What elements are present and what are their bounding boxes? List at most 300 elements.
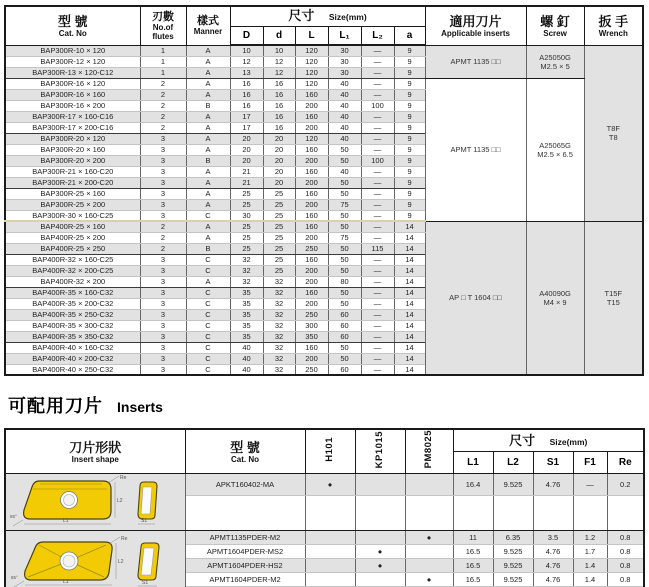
screw-spec: A25065G M2.5 × 6.5 (526, 78, 584, 221)
cell-dim-L1: 50 (328, 188, 361, 199)
cell-dim-L1: 80 (328, 276, 361, 287)
col-header-manner (186, 6, 230, 45)
insert-f1: 1.2 (573, 531, 607, 545)
cell-flutes: 3 (140, 133, 186, 144)
cell-manner: A (186, 276, 230, 287)
cell-dim-L1: 50 (328, 254, 361, 265)
cell-flutes: 3 (140, 188, 186, 199)
cell-dim-D: 40 (230, 364, 263, 375)
cell-dim-L: 200 (295, 265, 328, 276)
cell-flutes: 3 (140, 276, 186, 287)
cell-dim-D: 10 (230, 45, 263, 56)
cell-dim-L1: 40 (328, 100, 361, 111)
col-header-L2: L₂ (361, 26, 394, 45)
cat-no-label-zh: 型 號 (57, 13, 88, 29)
cell-dim-d: 20 (263, 155, 295, 166)
grade-dot-h101 (305, 531, 355, 545)
grade-h101-label: H101 (324, 436, 335, 462)
grade-dot-kp1015: ● (355, 545, 405, 559)
cell-dim-L: 160 (295, 166, 328, 177)
cat-no-label-en: Cat. No (58, 28, 87, 38)
cell-dim-d: 25 (263, 265, 295, 276)
cell-dim-a: 9 (394, 188, 425, 199)
cell-dim-L: 120 (295, 133, 328, 144)
cell-cat-no: BAP300R-12 × 120 (5, 56, 140, 67)
cell-manner: A (186, 133, 230, 144)
cell-dim-L1: 40 (328, 89, 361, 100)
cell-dim-L2: — (361, 133, 394, 144)
cell-dim-d: 25 (263, 232, 295, 243)
insert-drawing-apmt (5, 531, 185, 587)
cell-dim-a: 9 (394, 89, 425, 100)
cell-dim-D: 35 (230, 309, 263, 320)
cell-dim-L1: 60 (328, 309, 361, 320)
cell-dim-D: 32 (230, 265, 263, 276)
cell-dim-L: 120 (295, 45, 328, 56)
grade-dot-h101 (305, 573, 355, 587)
flutes-label-zh: 刃數 (152, 10, 174, 23)
cell-dim-L: 160 (295, 342, 328, 353)
cell-cat-no: BAP400R-35 × 200-C32 (5, 298, 140, 309)
cell-flutes: 3 (140, 177, 186, 188)
cell-dim-L1: 30 (328, 67, 361, 78)
insert-size-label-zh: 尺寸 (509, 432, 536, 448)
empty-cell (573, 495, 607, 530)
cell-dim-a: 14 (394, 221, 425, 232)
insert-re: 0.8 (607, 573, 644, 587)
cell-dim-L2: — (361, 122, 394, 133)
cell-dim-a: 9 (394, 100, 425, 111)
cell-dim-D: 25 (230, 232, 263, 243)
cell-dim-d: 32 (263, 342, 295, 353)
cell-flutes: 3 (140, 199, 186, 210)
col-header-re: Re (607, 452, 644, 474)
cell-dim-L1: 50 (328, 287, 361, 298)
insert-s1: 4.76 (533, 559, 573, 573)
cell-dim-L2: 100 (361, 155, 394, 166)
cell-cat-no: BAP300R-20 × 120 (5, 133, 140, 144)
cell-dim-D: 35 (230, 298, 263, 309)
cell-dim-L: 200 (295, 199, 328, 210)
cell-manner: C (186, 353, 230, 364)
cell-dim-L2: — (361, 111, 394, 122)
cell-dim-L2: — (361, 67, 394, 78)
cell-dim-L1: 50 (328, 210, 361, 221)
cell-dim-a: 9 (394, 166, 425, 177)
insert-cat-label-en: Cat. No (231, 454, 259, 464)
cell-dim-L1: 50 (328, 243, 361, 254)
col-header-L: L (295, 26, 328, 45)
cell-manner: C (186, 265, 230, 276)
empty-cell (493, 495, 533, 530)
cell-flutes: 3 (140, 287, 186, 298)
insert-l1: 16.4 (453, 474, 493, 496)
cell-dim-D: 25 (230, 243, 263, 254)
col-header-f1: F1 (573, 452, 607, 474)
cell-dim-a: 14 (394, 243, 425, 254)
cell-dim-D: 30 (230, 210, 263, 221)
inserts-section-title (8, 392, 163, 418)
grade-dot-h101: ● (305, 474, 355, 496)
col-header-L1: L₁ (328, 26, 361, 45)
section-title-zh: 可配用刀片 (8, 396, 103, 416)
insert-l2: 9.525 (493, 545, 533, 559)
cell-dim-D: 21 (230, 166, 263, 177)
cell-manner: A (186, 45, 230, 56)
insert-l2: 9.525 (493, 573, 533, 587)
cell-manner: A (186, 56, 230, 67)
wrench-label-en: Wrench (598, 28, 628, 38)
inserts-label-en: Applicable inserts (441, 28, 510, 38)
section-title-en: Inserts (117, 399, 163, 415)
col-header-a: a (394, 26, 425, 45)
cell-dim-L1: 40 (328, 133, 361, 144)
cell-flutes: 2 (140, 89, 186, 100)
cell-dim-L1: 50 (328, 177, 361, 188)
cell-dim-L: 350 (295, 331, 328, 342)
insert-cat-no: APMT1604PDER-HS2 (185, 559, 305, 573)
insert-cat-no: APMT1604PDER-MS2 (185, 545, 305, 559)
inserts-label-zh: 適用刀片 (449, 13, 502, 29)
col-header-d: d (263, 26, 295, 45)
cell-manner: C (186, 342, 230, 353)
cell-dim-a: 9 (394, 155, 425, 166)
cell-dim-L2: — (361, 320, 394, 331)
grade-pm8025-label: PM8025 (423, 430, 434, 469)
cell-cat-no: BAP400R-32 × 160-C25 (5, 254, 140, 265)
col-header-insert-size (453, 429, 644, 452)
col-header-size (230, 6, 425, 26)
insert-s1: 4.76 (533, 573, 573, 587)
cell-dim-a: 14 (394, 364, 425, 375)
col-header-grade-pm8025 (405, 429, 453, 474)
cell-cat-no: BAP400R-35 × 160-C32 (5, 287, 140, 298)
dim-label-re: Re (120, 475, 127, 482)
cell-dim-D: 35 (230, 320, 263, 331)
flutes-label-en2: flutes (152, 31, 174, 41)
cell-dim-L: 250 (295, 243, 328, 254)
dim-label-l1: L1 (63, 518, 69, 525)
cell-cat-no: BAP400R-25 × 250 (5, 243, 140, 254)
cell-dim-L1: 75 (328, 199, 361, 210)
cell-flutes: 2 (140, 243, 186, 254)
cell-manner: A (186, 221, 230, 232)
applicable-insert: AP □ T 1604 □□ (425, 221, 526, 375)
insert-l1: 16.5 (453, 573, 493, 587)
cell-manner: A (186, 67, 230, 78)
cell-dim-d: 20 (263, 133, 295, 144)
empty-cell (355, 495, 405, 530)
insert-l1: 16.5 (453, 545, 493, 559)
cell-dim-L2: 100 (361, 100, 394, 111)
cell-flutes: 3 (140, 166, 186, 177)
cell-flutes: 3 (140, 254, 186, 265)
cell-dim-L2: — (361, 276, 394, 287)
cell-dim-L2: — (361, 364, 394, 375)
screw-label-zh: 螺 釘 (540, 13, 570, 29)
cell-dim-L1: 50 (328, 155, 361, 166)
cell-manner: C (186, 364, 230, 375)
cell-flutes: 3 (140, 298, 186, 309)
cell-dim-L2: — (361, 232, 394, 243)
cell-dim-a: 14 (394, 320, 425, 331)
grade-dot-kp1015 (355, 573, 405, 587)
grade-dot-pm8025 (405, 474, 453, 496)
insert-re: 0.2 (607, 474, 644, 496)
cell-dim-d: 32 (263, 298, 295, 309)
col-header-cat-no (5, 6, 140, 45)
grade-dot-pm8025 (405, 545, 453, 559)
cell-dim-d: 32 (263, 320, 295, 331)
insert-re: 0.8 (607, 531, 644, 545)
cell-dim-D: 25 (230, 221, 263, 232)
insert-s1: 4.76 (533, 545, 573, 559)
holders-table (4, 5, 644, 376)
cell-dim-D: 20 (230, 155, 263, 166)
cell-manner: A (186, 177, 230, 188)
cell-dim-L1: 75 (328, 232, 361, 243)
col-header-wrench (584, 6, 643, 45)
col-header-grade-kp1015 (355, 429, 405, 474)
insert-cat-no: APMT1135PDER-M2 (185, 531, 305, 545)
insert-cat-no: APMT1604PDER-M2 (185, 573, 305, 587)
cell-cat-no: BAP300R-20 × 200 (5, 155, 140, 166)
cell-dim-L: 160 (295, 89, 328, 100)
grade-kp1015-label: KP1015 (374, 430, 385, 468)
cell-dim-a: 9 (394, 111, 425, 122)
empty-cell (185, 495, 305, 530)
cell-dim-L1: 50 (328, 144, 361, 155)
cell-dim-L: 160 (295, 287, 328, 298)
cell-dim-d: 12 (263, 67, 295, 78)
insert-l1: 11 (453, 531, 493, 545)
cell-dim-a: 14 (394, 232, 425, 243)
dim-label-l1: L1 (63, 579, 69, 586)
cell-dim-a: 9 (394, 177, 425, 188)
cell-dim-L2: — (361, 45, 394, 56)
cell-dim-a: 14 (394, 254, 425, 265)
cell-dim-L: 250 (295, 364, 328, 375)
cell-dim-D: 40 (230, 353, 263, 364)
cell-flutes: 2 (140, 221, 186, 232)
cell-dim-a: 9 (394, 199, 425, 210)
cell-flutes: 3 (140, 320, 186, 331)
grade-dot-h101 (305, 545, 355, 559)
cell-dim-D: 25 (230, 199, 263, 210)
cell-flutes: 3 (140, 155, 186, 166)
empty-cell (453, 495, 493, 530)
insert-f1: — (573, 474, 607, 496)
cell-dim-D: 16 (230, 89, 263, 100)
insert-l2: 6.35 (493, 531, 533, 545)
cell-dim-L2: — (361, 177, 394, 188)
cell-dim-d: 32 (263, 276, 295, 287)
insert-re: 0.8 (607, 545, 644, 559)
cell-cat-no: BAP300R-17 × 200-C16 (5, 122, 140, 133)
grade-dot-kp1015: ● (355, 559, 405, 573)
grade-dot-pm8025: ● (405, 573, 453, 587)
cell-dim-L1: 50 (328, 353, 361, 364)
cell-dim-d: 32 (263, 287, 295, 298)
cell-manner: C (186, 210, 230, 221)
col-header-grade-h101 (305, 429, 355, 474)
manner-label-zh: 樣式 (197, 15, 219, 28)
cell-dim-L1: 50 (328, 265, 361, 276)
insert-s1: 4.76 (533, 474, 573, 496)
cell-dim-a: 9 (394, 78, 425, 89)
inserts-header-row-1 (5, 429, 644, 452)
cell-dim-D: 20 (230, 144, 263, 155)
cell-dim-D: 21 (230, 177, 263, 188)
cell-cat-no: BAP300R-25 × 160 (5, 188, 140, 199)
cell-cat-no: BAP300R-20 × 160 (5, 144, 140, 155)
cell-dim-d: 32 (263, 353, 295, 364)
cell-dim-L: 200 (295, 232, 328, 243)
insert-re: 0.8 (607, 559, 644, 573)
cell-dim-a: 9 (394, 210, 425, 221)
cell-cat-no: BAP300R-21 × 160-C20 (5, 166, 140, 177)
cell-dim-L2: — (361, 287, 394, 298)
cell-dim-d: 16 (263, 89, 295, 100)
manner-label-en: Manner (193, 27, 223, 37)
insert-s1: 3.5 (533, 531, 573, 545)
cell-dim-L2: — (361, 342, 394, 353)
insert-l2: 9.525 (493, 474, 533, 496)
cell-dim-D: 20 (230, 133, 263, 144)
cell-cat-no: BAP300R-30 × 160-C25 (5, 210, 140, 221)
cell-dim-L2: — (361, 188, 394, 199)
cell-dim-D: 35 (230, 331, 263, 342)
cell-dim-d: 32 (263, 331, 295, 342)
cell-dim-L1: 40 (328, 78, 361, 89)
dim-label-l2: L2 (117, 498, 123, 505)
grade-dot-pm8025: ● (405, 531, 453, 545)
cell-flutes: 3 (140, 265, 186, 276)
cell-dim-a: 14 (394, 353, 425, 364)
cell-dim-d: 16 (263, 78, 295, 89)
cell-dim-L1: 30 (328, 45, 361, 56)
screw-label-en: Screw (543, 28, 567, 38)
grade-dot-kp1015 (355, 474, 405, 496)
cell-dim-d: 25 (263, 199, 295, 210)
cell-dim-d: 16 (263, 100, 295, 111)
insert-f1: 1.4 (573, 573, 607, 587)
cell-manner: C (186, 298, 230, 309)
holders-table-body (5, 45, 643, 375)
cell-dim-d: 16 (263, 122, 295, 133)
cell-dim-a: 9 (394, 45, 425, 56)
cell-cat-no: BAP400R-25 × 200 (5, 232, 140, 243)
cell-dim-d: 20 (263, 177, 295, 188)
cell-cat-no: BAP400R-25 × 160 (5, 221, 140, 232)
cell-dim-L2: — (361, 309, 394, 320)
col-header-insert-cat (185, 429, 305, 474)
dim-label-s1: S1 (141, 518, 148, 525)
cell-cat-no: BAP400R-40 × 160-C32 (5, 342, 140, 353)
cell-flutes: 2 (140, 232, 186, 243)
header-row-1 (5, 6, 643, 26)
cell-manner: C (186, 309, 230, 320)
cell-dim-d: 25 (263, 221, 295, 232)
cell-flutes: 1 (140, 67, 186, 78)
size-label-en: Size(mm) (328, 12, 367, 23)
cell-dim-L: 200 (295, 122, 328, 133)
cell-dim-d: 25 (263, 243, 295, 254)
cell-dim-D: 13 (230, 67, 263, 78)
insert-drawing-apkt (5, 474, 185, 531)
cell-dim-L1: 50 (328, 298, 361, 309)
cell-flutes: 3 (140, 342, 186, 353)
cell-dim-L2: — (361, 331, 394, 342)
inserts-table (4, 428, 645, 587)
cell-flutes: 2 (140, 122, 186, 133)
cell-dim-L2: — (361, 56, 394, 67)
cell-dim-d: 25 (263, 254, 295, 265)
cell-manner: A (186, 199, 230, 210)
insert-size-label-en: Size(mm) (549, 436, 588, 447)
dim-label-angle: 85° (11, 575, 19, 581)
insert-l2: 9.525 (493, 559, 533, 573)
cell-dim-L: 160 (295, 111, 328, 122)
cell-manner: A (186, 166, 230, 177)
screw-spec: A40090G M4 × 9 (526, 221, 584, 375)
col-header-screw (526, 6, 584, 45)
cell-dim-a: 14 (394, 331, 425, 342)
cell-manner: A (186, 111, 230, 122)
holder-row (5, 45, 643, 56)
insert-cat-no: APKT160402-MA (185, 474, 305, 496)
cell-dim-L1: 50 (328, 221, 361, 232)
cell-cat-no: BAP300R-10 × 120 (5, 45, 140, 56)
cell-manner: A (186, 144, 230, 155)
wrench-label-zh: 扳 手 (598, 13, 629, 29)
cell-flutes: 3 (140, 353, 186, 364)
cell-dim-L2: — (361, 144, 394, 155)
cell-dim-L: 120 (295, 67, 328, 78)
cell-dim-L: 200 (295, 298, 328, 309)
cell-manner: B (186, 100, 230, 111)
dim-label-l2: L2 (118, 559, 124, 566)
cell-cat-no: BAP300R-13 × 120-C12 (5, 67, 140, 78)
shape-label-zh: 刀片形狀 (69, 439, 122, 455)
screw-spec: A25050G M2.5 × 5 (526, 45, 584, 78)
cell-dim-d: 25 (263, 210, 295, 221)
cell-dim-L2: — (361, 210, 394, 221)
insert-cat-label-zh: 型 號 (230, 439, 260, 455)
insert-f1: 1.7 (573, 545, 607, 559)
cell-cat-no: BAP300R-16 × 160 (5, 89, 140, 100)
col-header-insert-shape (5, 429, 185, 474)
cell-dim-L1: 40 (328, 111, 361, 122)
cell-dim-a: 14 (394, 276, 425, 287)
cell-manner: B (186, 243, 230, 254)
cell-dim-a: 9 (394, 67, 425, 78)
holder-row (5, 221, 643, 232)
grade-dot-pm8025 (405, 559, 453, 573)
cell-dim-D: 25 (230, 188, 263, 199)
cell-dim-d: 20 (263, 144, 295, 155)
cell-manner: C (186, 331, 230, 342)
cell-dim-a: 9 (394, 133, 425, 144)
cell-dim-D: 16 (230, 78, 263, 89)
grade-dot-kp1015 (355, 531, 405, 545)
cell-dim-L: 250 (295, 309, 328, 320)
cell-manner: C (186, 320, 230, 331)
cell-dim-L1: 50 (328, 342, 361, 353)
cell-dim-L2: — (361, 221, 394, 232)
cell-cat-no: BAP400R-40 × 200-C32 (5, 353, 140, 364)
insert-f1: 1.4 (573, 559, 607, 573)
